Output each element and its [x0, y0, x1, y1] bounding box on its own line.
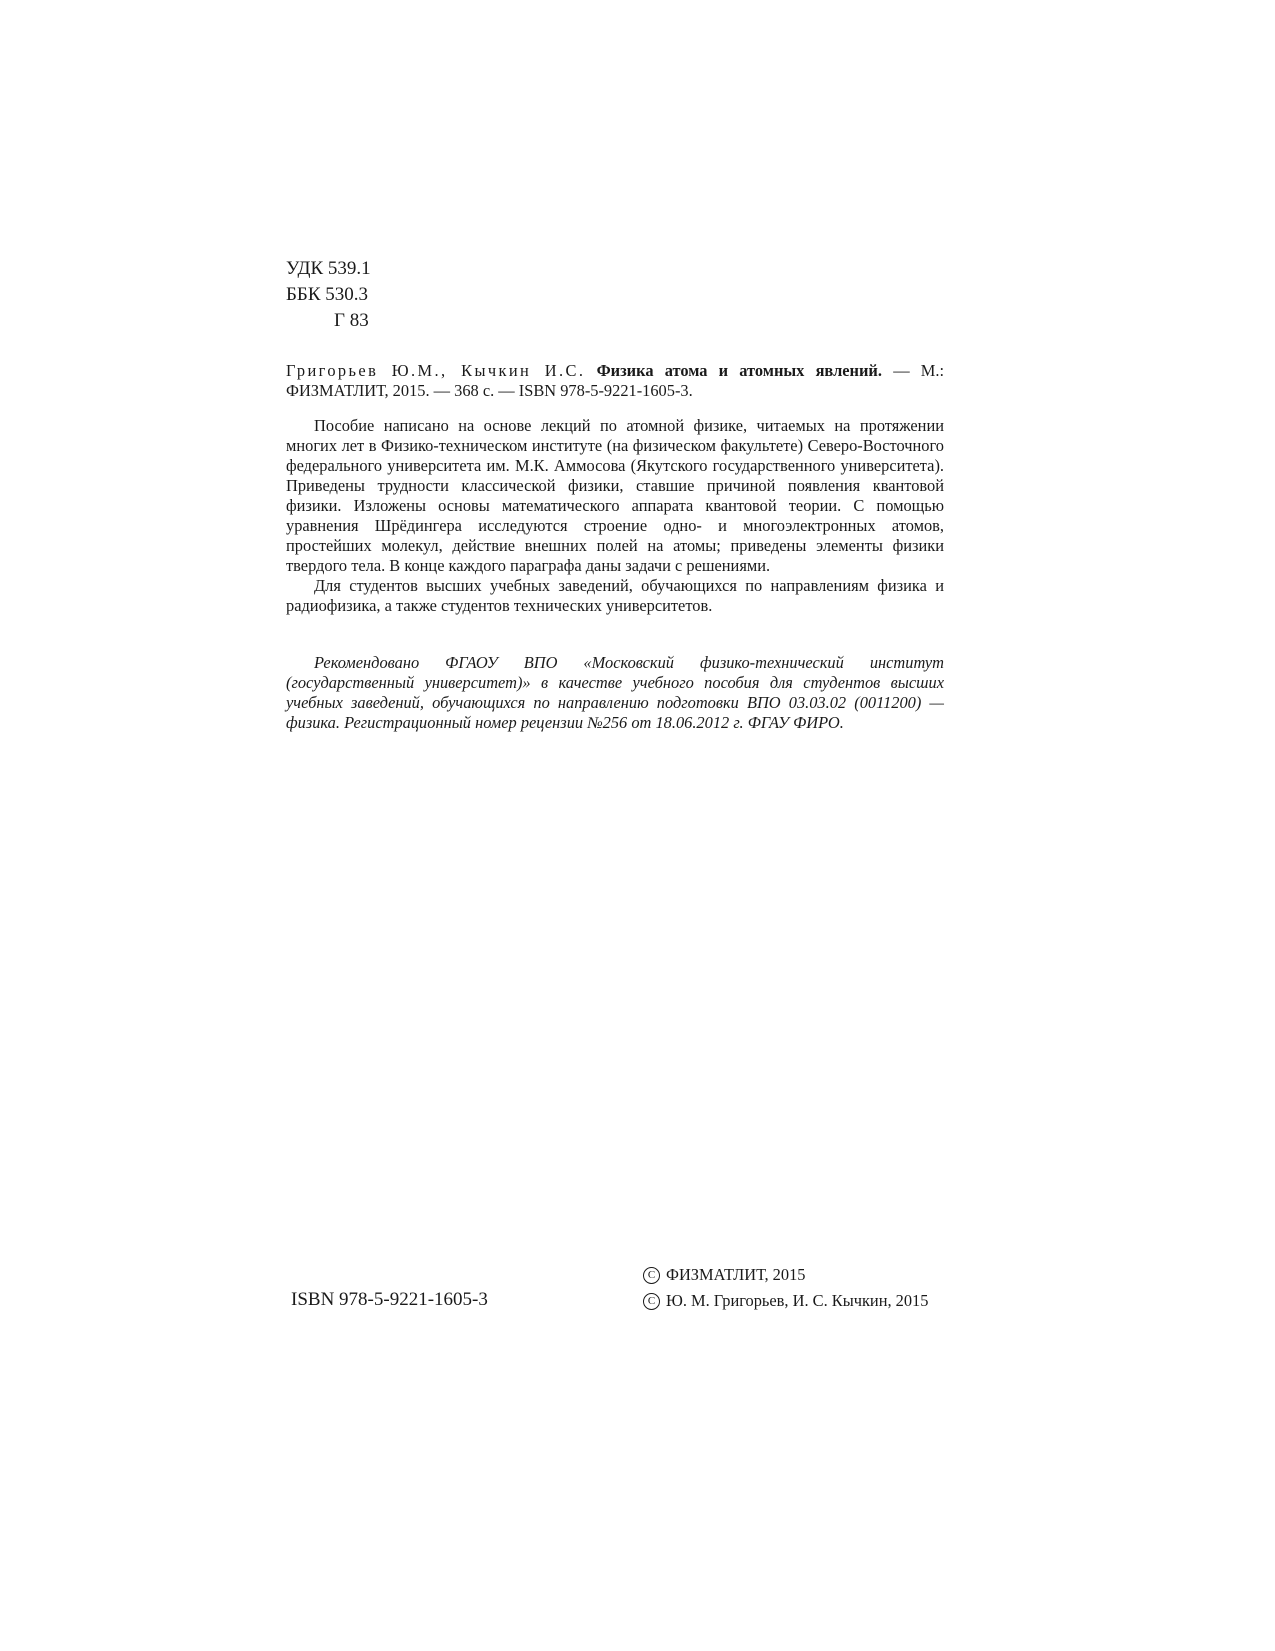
book-imprint: — М.: ФИЗМАТЛИТ, 2015. — 368 с. — ISBN 978-5-9221-1605-3.: [286, 361, 944, 400]
copyright-block: [643, 1262, 928, 1314]
book-title: Физика атома и атомных явлений.: [596, 361, 882, 380]
copyright-icon: C: [643, 1267, 660, 1284]
udk-code: УДК 539.1: [286, 258, 371, 279]
copyright-publisher: ФИЗМАТЛИТ, 2015: [666, 1265, 806, 1284]
copyright-icon: C: [643, 1293, 660, 1310]
recommendation-note: Рекомендовано ФГАОУ ВПО «Московский физико-технический институт (государственный университет)» в качестве учебного пособия для студентов высших учебных заведений, обучающихся по направлению подготовки ВПО 03.03.02 (0011200) — физика. Регистрационный номер рецензии №256 от 18.06.2012 г. ФГАУ ФИРО.: [286, 653, 944, 732]
copyright-authors-line: [643, 1288, 928, 1314]
copyright-publisher-line: [643, 1262, 928, 1288]
annotation: [286, 416, 944, 616]
isbn-number: ISBN 978-5-9221-1605-3: [291, 1289, 488, 1310]
author-mark: Г 83: [334, 310, 369, 331]
annotation-paragraph: Пособие написано на основе лекций по атомной физике, читаемых на протяжении многих лет в Физико-техническом институте (на физическом факультете) Северо-Восточного федерального университета им. М.К. Аммосова (Якутского государственного университета). Приведены трудности классической физики, ставшие причиной появления квантовой физики. Изложены основы математического аппарата квантовой теории. С помощью уравнения Шрёдингера исследуются строение одно- и многоэлектронных атомов, простейших молекул, действие внешних полей на атомы; приведены элементы физики твердого тела. В конце каждого параграфа даны задачи с решениями.: [286, 416, 944, 575]
audience-paragraph: Для студентов высших учебных заведений, обучающихся по направлениям физика и радиофизика, а также студентов технических университетов.: [286, 576, 944, 615]
classification-codes: [286, 256, 371, 334]
bibliographic-record: [286, 361, 944, 401]
copyright-authors: Ю. М. Григорьев, И. С. Кычкин, 2015: [666, 1291, 929, 1310]
bbk-code: ББК 530.3: [286, 284, 368, 305]
book-authors: Григорьев Ю.М., Кычкин И.С.: [286, 361, 586, 380]
